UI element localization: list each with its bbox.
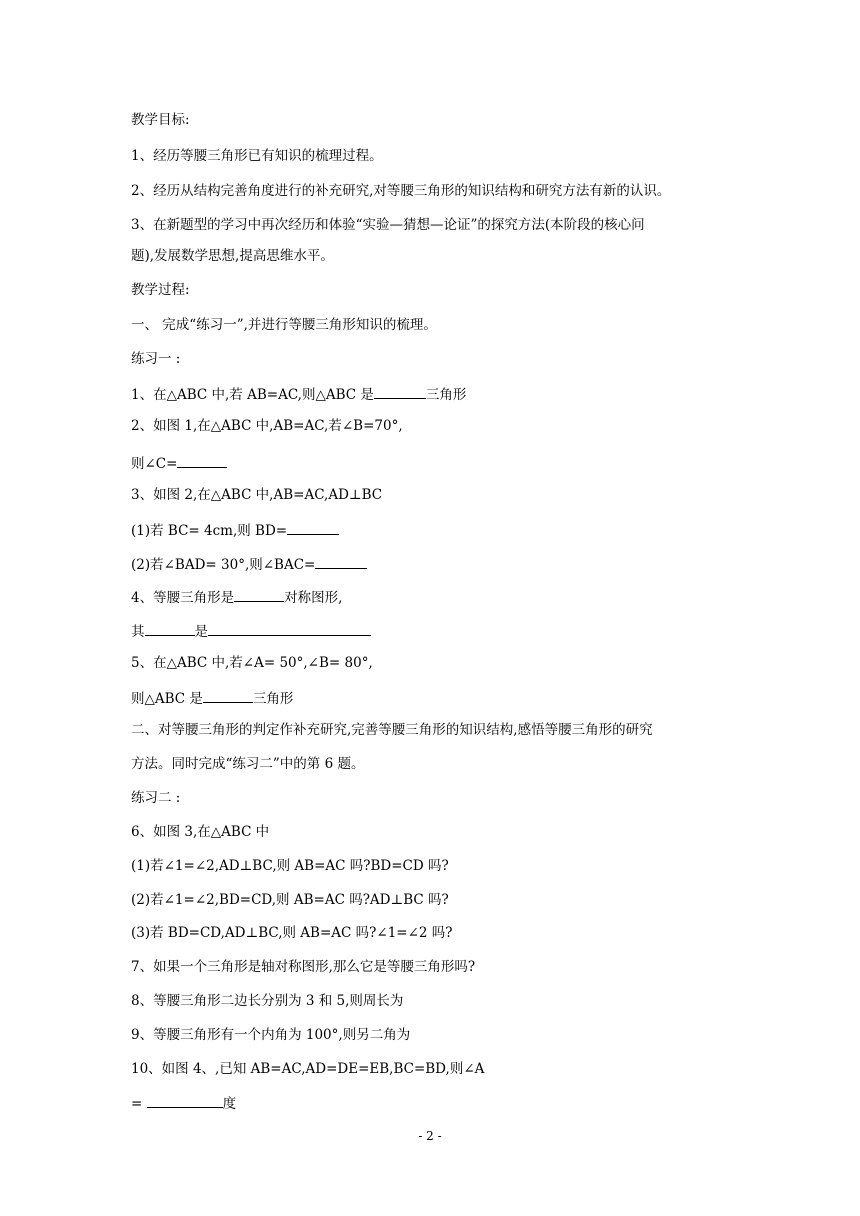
- question-4-connector: 是: [194, 624, 208, 640]
- question-5-line-2: [131, 688, 293, 708]
- question-6-part-3: (3)若 BD=CD,AD⊥BC,则 AB=AC 吗?∠1=∠2 吗?: [131, 925, 453, 941]
- answer-blank: [203, 688, 253, 703]
- question-3-part-2: [131, 554, 367, 574]
- goal-2: 2、经历从结构完善角度进行的补充研究,对等腰三角形的知识结构和研究方法有新的认识。: [131, 183, 671, 199]
- part-1: 一、 完成“练习一”,并进行等腰三角形知识的梳理。: [131, 317, 437, 333]
- heading-goals: 教学目标:: [131, 112, 190, 128]
- question-6-part-2: (2)若∠1=∠2,BD=CD,则 AB=AC 吗?AD⊥BC 吗?: [131, 892, 449, 908]
- question-4-suffix: 对称图形,: [284, 590, 343, 606]
- answer-blank: [208, 621, 371, 636]
- question-3-part-2-text: (2)若∠BAD= 30°,则∠BAC=: [131, 557, 316, 573]
- question-4-prefix: 其: [131, 624, 145, 640]
- question-10-unit: 度: [222, 1096, 237, 1112]
- answer-blank: [145, 621, 195, 636]
- question-10-line-2: [131, 1093, 236, 1113]
- part-2-line-2: 方法。同时完成“练习二”中的第 6 题。: [131, 756, 365, 772]
- question-1-suffix: 三角形: [425, 387, 467, 403]
- question-1-text: 1、在△ABC 中,若 AB=AC,则△ABC 是: [131, 387, 374, 403]
- answer-blank: [147, 1093, 223, 1108]
- exercise-2-title: 练习二 :: [131, 790, 181, 806]
- goal-1: 1、经历等腰三角形已有知识的梳理过程。: [131, 148, 383, 164]
- answer-blank: [315, 554, 367, 569]
- question-3: 3、如图 2,在△ABC 中,AB=AC,AD⊥BC: [131, 487, 383, 503]
- heading-process: 教学过程:: [131, 282, 190, 298]
- exercise-1-title: 练习一 :: [131, 351, 181, 367]
- question-7: 7、如果一个三角形是轴对称图形,那么它是等腰三角形吗?: [131, 959, 476, 975]
- question-4: [131, 587, 342, 607]
- question-2-prompt: 则∠C=: [131, 456, 178, 472]
- question-8: 8、等腰三角形二边长分别为 3 和 5,则周长为: [131, 993, 404, 1009]
- answer-blank: [374, 384, 426, 399]
- question-6-part-1: (1)若∠1=∠2,AD⊥BC,则 AB=AC 吗?BD=CD 吗?: [131, 858, 449, 874]
- goal-3-line-1: 3、在新题型的学习中再次经历和体验“实验—猜想—论证”的探究方法(本阶段的核心问: [131, 217, 645, 233]
- question-6: 6、如图 3,在△ABC 中: [131, 824, 270, 840]
- question-4-text: 4、等腰三角形是: [131, 590, 235, 606]
- question-1: [131, 384, 466, 404]
- goal-3-line-2: 题),发展数学思想,提高思维水平。: [131, 248, 334, 264]
- part-2-line-1: 二、对等腰三角形的判定作补充研究,完善等腰三角形的知识结构,感悟等腰三角形的研究: [131, 722, 653, 738]
- question-2: 2、如图 1,在△ABC 中,AB=AC,若∠B=70°,: [131, 418, 403, 434]
- answer-blank: [287, 520, 339, 535]
- question-5: 5、在△ABC 中,若∠A= 50°,∠B= 80°,: [131, 655, 373, 671]
- question-5-prompt: 则△ABC 是: [131, 691, 203, 707]
- answer-blank: [177, 453, 227, 468]
- page-number: - 2 -: [418, 1129, 442, 1143]
- question-5-suffix: 三角形: [252, 691, 294, 707]
- question-9: 9、等腰三角形有一个内角为 100°,则另二角为: [131, 1027, 411, 1043]
- question-3-part-1-text: (1)若 BC= 4cm,则 BD=: [131, 523, 288, 539]
- question-10-equals: =: [131, 1096, 143, 1112]
- question-2-answer: [131, 453, 227, 473]
- question-4-line-2: [131, 621, 371, 641]
- question-10: 10、如图 4、,已知 AB=AC,AD=DE=EB,BC=BD,则∠A: [131, 1061, 485, 1077]
- question-3-part-1: [131, 520, 339, 540]
- answer-blank: [234, 587, 284, 602]
